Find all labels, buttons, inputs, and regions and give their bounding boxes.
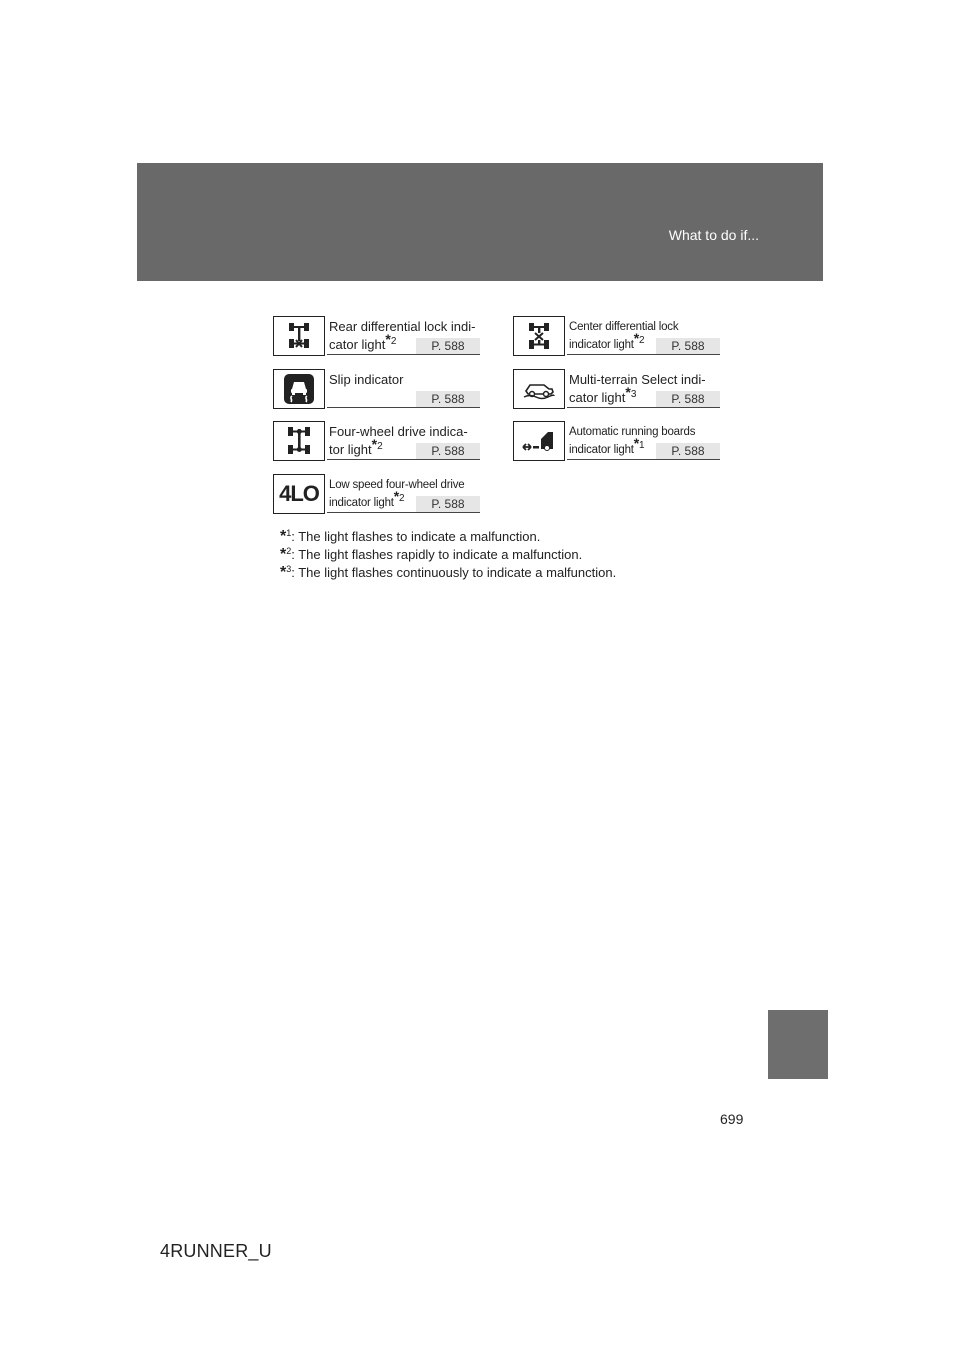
multi-terrain-icon-box: [513, 369, 565, 409]
page-number: 699: [720, 1111, 744, 1127]
model-code: 4RUNNER_U: [160, 1241, 272, 1261]
footnote-1: *$^1$: The light flashes to indicate a malfunction.: [280, 528, 541, 545]
center-differential-lock-icon-box: [513, 316, 565, 356]
center-differential-lock-page-ref[interactable]: P. 588: [656, 338, 720, 354]
divider: [567, 459, 720, 460]
header-band: [137, 163, 823, 281]
four-wheel-drive-page-ref[interactable]: P. 588: [416, 443, 480, 459]
footnote-2: *$^2$: The light flashes rapidly to indicate a malfunction.: [280, 546, 583, 563]
low-speed-four-wheel-drive-page-ref[interactable]: P. 588: [416, 496, 480, 512]
low-speed-four-wheel-drive-entry: [273, 474, 480, 514]
divider: [567, 354, 720, 355]
rear-differential-lock-icon-box: [273, 316, 325, 356]
divider: [327, 459, 480, 460]
center-differential-lock-entry: [513, 316, 720, 356]
center-differential-lock-icon: [522, 321, 556, 351]
divider: [327, 407, 480, 408]
four-wheel-drive-label: Four-wheel drive indica- tor light$^{*2}$: [329, 424, 468, 457]
rear-differential-lock-entry: [273, 316, 480, 356]
running-boards-label: Automatic running boards indicator light$^{*1}$: [569, 426, 696, 456]
four-wheel-drive-icon-box: [273, 421, 325, 461]
four-wheel-drive-entry: [273, 421, 480, 461]
divider: [327, 512, 480, 513]
footnote-3: *$^3$: The light flashes continuously to indicate a malfunction.: [280, 564, 617, 581]
running-boards-icon: [521, 427, 557, 455]
multi-terrain-label: Multi-terrain Select indi- cator light$^{*3}$: [569, 372, 706, 405]
multi-terrain-icon: [522, 377, 556, 401]
slip-indicator-label: Slip indicator: [329, 372, 404, 387]
divider: [327, 354, 480, 355]
slip-indicator-page-ref[interactable]: P. 588: [416, 391, 480, 407]
rear-differential-lock-label: Rear differential lock indi- cator light$^{*2}$: [329, 319, 476, 352]
slip-indicator-icon-box: [273, 369, 325, 409]
multi-terrain-page-ref[interactable]: P. 588: [656, 391, 720, 407]
running-boards-icon-box: [513, 421, 565, 461]
4lo-icon: 4LO: [279, 481, 319, 506]
rear-differential-lock-icon: [282, 321, 316, 351]
four-wheel-drive-icon: [282, 425, 316, 457]
divider: [567, 407, 720, 408]
running-boards-entry: [513, 421, 720, 461]
footnotes: [280, 528, 616, 582]
multi-terrain-entry: [513, 369, 720, 409]
chapter-side-tab: [768, 1010, 828, 1079]
slip-indicator-entry: [273, 369, 480, 409]
low-speed-four-wheel-drive-label: Low speed four-wheel drive indicator light$^{*2}$: [329, 479, 465, 509]
low-speed-4lo-icon-box: [273, 474, 325, 514]
rear-differential-lock-page-ref[interactable]: P. 588: [416, 338, 480, 354]
section-title: What to do if...: [668, 227, 759, 243]
center-differential-lock-label: Center differential lock indicator light$^{*2}$: [569, 321, 679, 351]
slip-indicator-icon: [283, 373, 315, 405]
running-boards-page-ref[interactable]: P. 588: [656, 443, 720, 459]
